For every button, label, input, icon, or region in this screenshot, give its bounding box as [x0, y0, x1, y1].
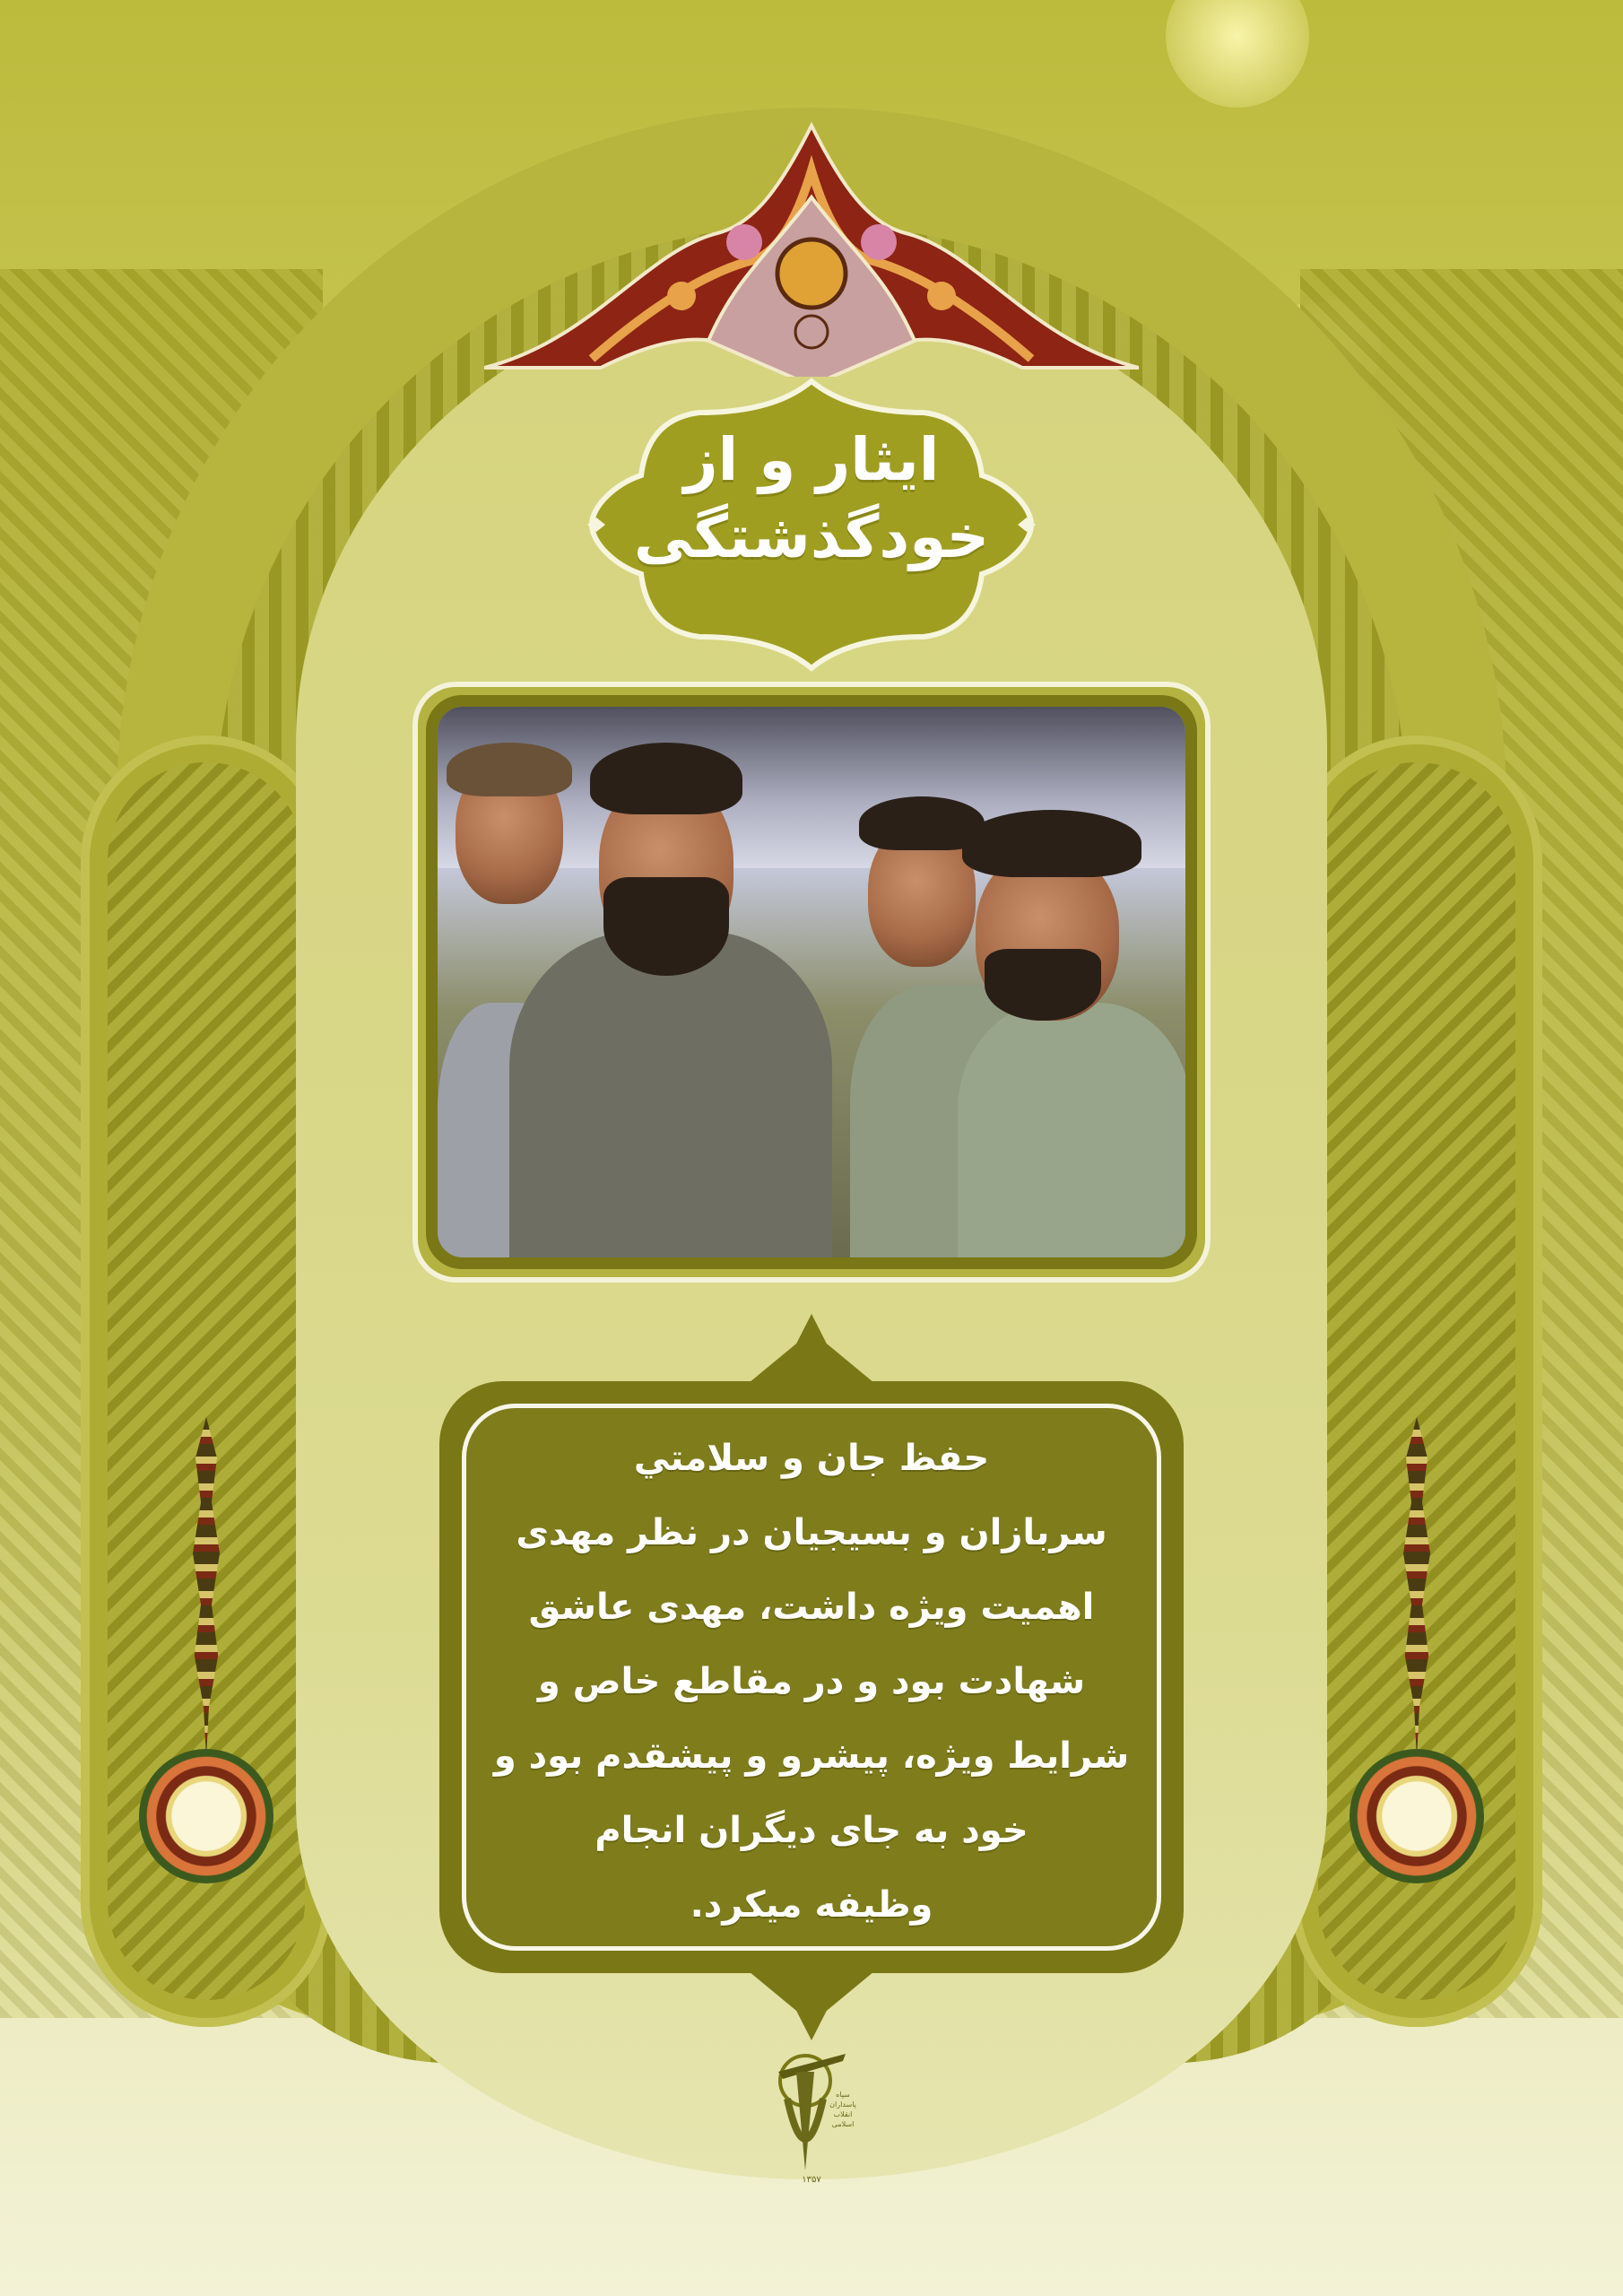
logo-text-line: پاسداران — [829, 2100, 856, 2109]
body-text — [484, 1422, 1139, 1933]
title-line-2: خودگذشتگی — [633, 502, 990, 571]
body-line: خود به جای دیگران انجام — [595, 1810, 1028, 1851]
body-line: وظیفه میکرد. — [690, 1884, 933, 1926]
group-photo — [438, 707, 1185, 1257]
logo-text-line: انقلاب — [833, 2110, 853, 2118]
crown-ornament-icon — [484, 117, 1139, 377]
medallion-icon — [1350, 1749, 1484, 1883]
title-line-1: ایثار و از — [683, 425, 940, 494]
left-pillar — [81, 735, 332, 2027]
body-line: اهمیت ویژه داشت، مهدی عاشق — [528, 1587, 1095, 1628]
body-line: سربازان و بسیجیان در نظر مهدی — [516, 1512, 1107, 1553]
person-shirt — [958, 1003, 1185, 1257]
body-line: شرایط ویژه، پیشرو و پیشقدم بود و — [493, 1735, 1130, 1777]
medallion-icon — [139, 1749, 273, 1883]
logo-text-line: اسلامی — [831, 2120, 855, 2128]
person-hair — [590, 743, 742, 814]
body-line: شهادت بود و در مقاطع خاص و — [537, 1661, 1086, 1702]
person-beard — [603, 877, 729, 976]
person-beard — [985, 949, 1101, 1021]
logo-caption — [816, 2090, 870, 2129]
person-hair — [447, 743, 572, 796]
page-title — [583, 422, 1040, 576]
person-shirt — [509, 931, 832, 1257]
body-line: حفظ جان و سلامتي — [633, 1438, 990, 1479]
logo-text-line: سپاه — [836, 2091, 850, 2099]
person-hair — [962, 810, 1141, 877]
right-pillar — [1291, 735, 1542, 2027]
light-flare — [1166, 0, 1309, 108]
logo-year: ۱۳۵۷ — [802, 2175, 821, 2185]
